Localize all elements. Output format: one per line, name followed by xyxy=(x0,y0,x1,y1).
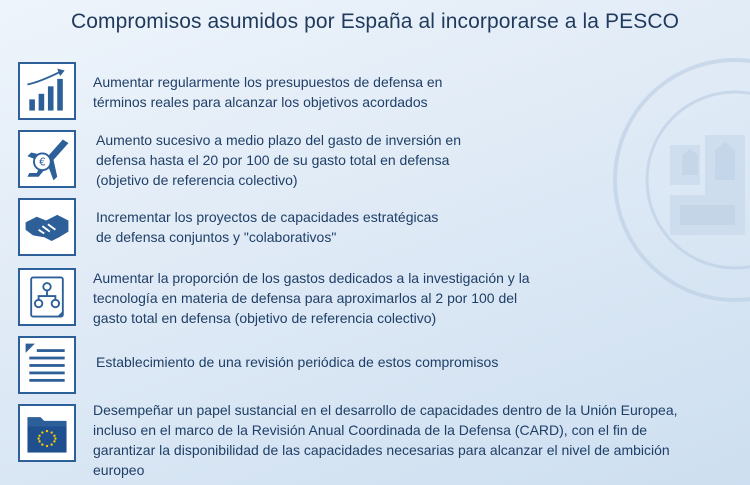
page-title: Compromisos asumidos por España al incorporarse a la PESCO xyxy=(70,10,680,33)
text-line: incluso en el marco de la Revisión Anual Coordinada de la Defensa (CARD), con el fin de xyxy=(93,422,648,438)
commitment-text xyxy=(93,72,442,112)
eu-folder-icon xyxy=(18,404,76,462)
text-line: términos reales para alcanzar los objetivos acordados xyxy=(93,94,428,110)
text-line: (objetivo de referencia colectivo) xyxy=(96,172,298,188)
text-line: Aumentar regularmente los presupuestos de defensa en xyxy=(93,74,443,90)
fighter-jet-euro-icon xyxy=(18,130,76,188)
text-line: garantizar la disponibilidad de las capacidades necesarias para alcanzar el nivel de ambición xyxy=(93,442,670,458)
text-line: gasto total en defensa (objetivo de referencia colectivo) xyxy=(93,310,437,326)
text-line: Desempeñar un papel sustancial en el desarrollo de capacidades dentro de la Unión Europea, xyxy=(93,402,678,418)
text-line: Establecimiento de una revisión periódica de estos compromisos xyxy=(96,354,499,370)
network-document-icon xyxy=(18,268,76,326)
text-line: Incrementar los proyectos de capacidades estratégicas xyxy=(96,209,439,225)
handshake-icon xyxy=(18,198,76,256)
commitment-text xyxy=(93,400,678,480)
text-document-icon xyxy=(18,336,76,394)
growth-chart-icon xyxy=(18,62,76,120)
commitment-text xyxy=(96,130,461,190)
ministry-seal-watermark-icon xyxy=(610,55,750,305)
text-line: defensa hasta el 20 por 100 de su gasto total en defensa xyxy=(96,152,450,168)
text-line: Aumento sucesivo a medio plazo del gasto de inversión en xyxy=(96,132,461,148)
text-line: europeo xyxy=(93,462,145,478)
commitment-text xyxy=(96,207,438,247)
text-line: de defensa conjuntos y "colaborativos" xyxy=(96,229,337,245)
svg-text:€: € xyxy=(39,156,46,169)
commitment-text xyxy=(96,352,498,372)
commitment-text xyxy=(93,268,530,328)
text-line: Aumentar la proporción de los gastos dedicados a la investigación y la xyxy=(93,270,530,286)
text-line: tecnología en materia de defensa para aproximarlos al 2 por 100 del xyxy=(93,290,518,306)
